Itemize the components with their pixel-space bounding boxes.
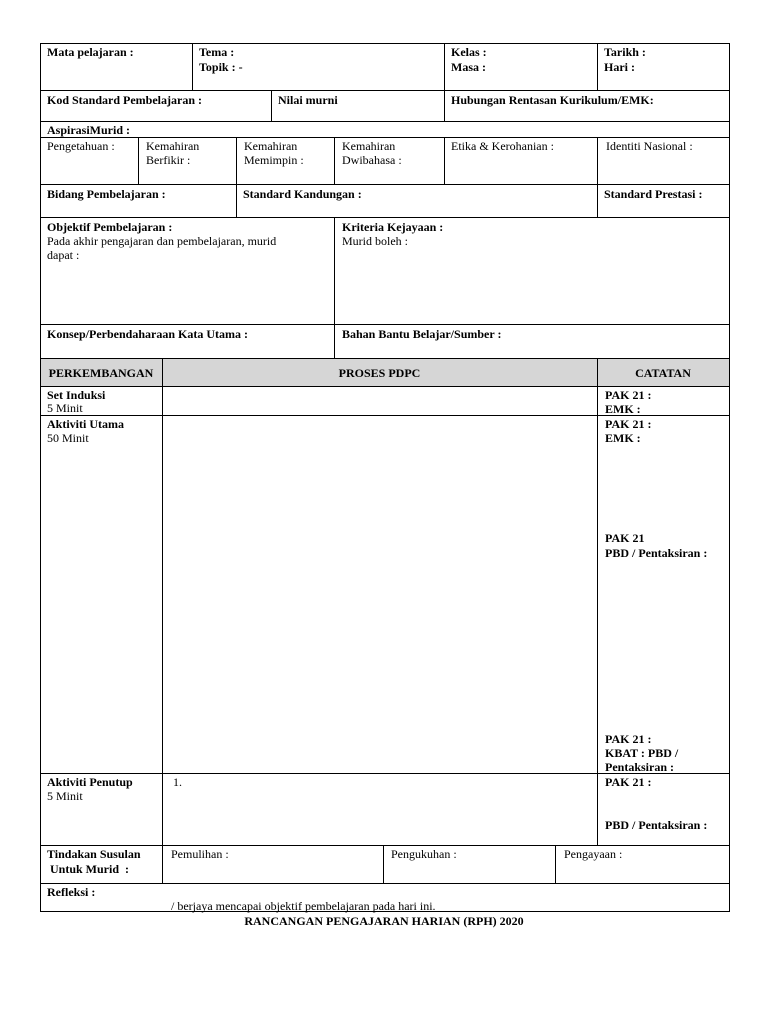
divider — [138, 137, 139, 184]
objektif-title: Objektif Pembelajaran : — [47, 220, 173, 234]
masa-label: Masa : — [451, 60, 486, 74]
aktiviti-utama-pbd: PBD / Pentaksiran : — [605, 546, 708, 560]
divider — [334, 217, 335, 358]
refleksi-title: Refleksi : — [47, 885, 96, 899]
proses-header: PROSES PDPC — [338, 366, 421, 380]
divider — [40, 324, 730, 325]
divider — [555, 845, 556, 883]
divider — [597, 184, 598, 217]
divider — [40, 386, 730, 387]
kemahiran-dwibahasa-label: Dwibahasa : — [342, 153, 402, 167]
divider — [40, 217, 730, 218]
set-induksi-title: Set Induksi — [47, 388, 106, 402]
nilai-murni-label: Nilai murni — [278, 93, 338, 107]
divider — [271, 90, 272, 121]
mata-pelajaran-label: Mata pelajaran : — [47, 45, 134, 59]
bahan-label: Bahan Bantu Belajar/Sumber : — [342, 327, 502, 341]
objektif-text: dapat : — [47, 248, 80, 262]
set-induksi-duration: 5 Minit — [47, 401, 83, 415]
divider — [40, 845, 730, 846]
hubungan-label: Hubungan Rentasan Kurikulum/EMK: — [451, 93, 654, 107]
divider — [40, 121, 730, 122]
standard-kandungan-label: Standard Kandungan : — [243, 187, 362, 201]
konsep-label: Konsep/Perbendaharaan Kata Utama : — [47, 327, 248, 341]
kelas-label: Kelas : — [451, 45, 487, 59]
kod-standard-label: Kod Standard Pembelajaran : — [47, 93, 203, 107]
kemahiran-berfikir-label: Berfikir : — [146, 153, 191, 167]
aktiviti-utama-pak: PAK 21 — [605, 531, 645, 545]
topik-label: Topik : - — [199, 60, 243, 74]
pengetahuan-label: Pengetahuan : — [47, 139, 115, 153]
pengukuhan-label: Pengukuhan : — [391, 847, 457, 861]
tema-label: Tema : — [199, 45, 235, 59]
kemahiran-berfikir-label: Kemahiran — [146, 139, 200, 153]
divider — [444, 137, 445, 184]
aktiviti-utama-pak: PAK 21 : — [605, 417, 652, 431]
divider — [597, 137, 598, 184]
divider — [236, 184, 237, 217]
divider — [40, 358, 730, 359]
aktiviti-penutup-duration: 5 Minit — [47, 789, 83, 803]
tindakan-title: Tindakan Susulan — [47, 847, 141, 861]
aktiviti-utama-title: Aktiviti Utama — [47, 417, 124, 431]
aktiviti-utama-kbat: KBAT : PBD / — [605, 746, 679, 760]
kriteria-title: Kriteria Kejayaan : — [342, 220, 444, 234]
tindakan-title: Untuk Murid : — [47, 862, 130, 876]
divider — [383, 845, 384, 883]
catatan-header: CATATAN — [635, 366, 691, 380]
bidang-label: Bidang Pembelajaran : — [47, 187, 166, 201]
divider — [444, 43, 445, 90]
kemahiran-dwibahasa-label: Kemahiran — [342, 139, 396, 153]
kemahiran-memimpin-label: Kemahiran — [244, 139, 298, 153]
rph-form — [40, 43, 730, 912]
identiti-label: Identiti Nasional : — [606, 139, 693, 153]
border-left — [40, 43, 41, 912]
standard-prestasi-label: Standard Prestasi : — [604, 187, 703, 201]
refleksi-text: / berjaya mencapai objektif pembelajaran pada hari ini. — [171, 899, 436, 913]
objektif-text: Pada akhir pengajaran dan pembelajaran, murid — [47, 234, 277, 248]
kemahiran-memimpin-label: Memimpin : — [244, 153, 304, 167]
divider — [40, 184, 730, 185]
border-right — [729, 43, 730, 912]
aktiviti-utama-duration: 50 Minit — [47, 431, 89, 445]
divider — [597, 43, 598, 90]
aktiviti-penutup-item: 1. — [173, 775, 182, 789]
divider — [40, 883, 730, 884]
tarikh-label: Tarikh : — [604, 45, 646, 59]
perkembangan-header: PERKEMBANGAN — [48, 366, 154, 380]
divider — [597, 358, 598, 845]
aspirasi-title: AspirasiMurid : — [47, 123, 131, 137]
set-induksi-pak: PAK 21 : — [605, 388, 652, 402]
aktiviti-utama-pak: PAK 21 : — [605, 732, 652, 746]
hari-label: Hari : — [604, 60, 635, 74]
etika-label: Etika & Kerohanian : — [451, 139, 554, 153]
document-title: RANCANGAN PENGAJARAN HARIAN (RPH) 2020 — [244, 914, 524, 928]
divider — [40, 137, 730, 138]
divider — [40, 90, 730, 91]
divider — [236, 137, 237, 184]
aktiviti-penutup-pak: PAK 21 : — [605, 775, 652, 789]
aktiviti-utama-emk: EMK : — [605, 431, 641, 445]
aktiviti-utama-pentaksiran: Pentaksiran : — [605, 760, 674, 774]
set-induksi-emk: EMK : — [605, 402, 641, 416]
divider — [192, 43, 193, 90]
aktiviti-penutup-pbd: PBD / Pentaksiran : — [605, 818, 708, 832]
divider — [444, 90, 445, 121]
kriteria-text: Murid boleh : — [342, 234, 408, 248]
pemulihan-label: Pemulihan : — [171, 847, 229, 861]
pengayaan-label: Pengayaan : — [564, 847, 623, 861]
aktiviti-penutup-title: Aktiviti Penutup — [47, 775, 133, 789]
divider — [334, 137, 335, 184]
border-top — [40, 43, 730, 44]
divider — [162, 358, 163, 883]
